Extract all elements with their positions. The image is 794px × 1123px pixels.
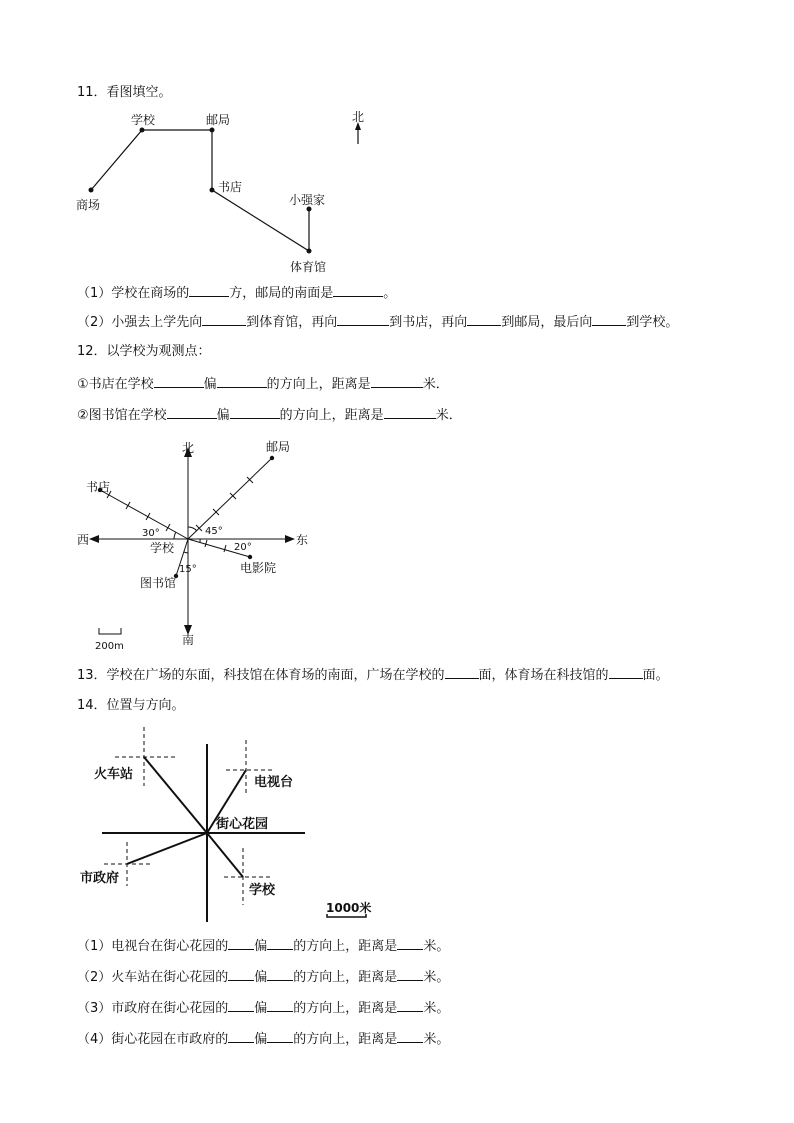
q11-post-label: 邮局 (206, 113, 231, 127)
answer-blank[interactable] (228, 1029, 254, 1043)
q14-title: 14．位置与方向。 (77, 698, 185, 713)
q14-garden-label: 街心花园 (216, 817, 269, 832)
answer-blank[interactable] (397, 1029, 423, 1043)
q14-item-1: （1）电视台在街心花园的 偏 的方向上，距离是 米。 (77, 936, 449, 956)
answer-blank[interactable] (267, 1029, 293, 1043)
q14-gov-label: 市政府 (80, 871, 120, 886)
q14-tv-label: 电视台 (254, 775, 294, 790)
answer-blank[interactable] (267, 936, 293, 950)
q11-bookstore-label: 书店 (218, 180, 243, 194)
q12-library-label: 图书馆 (140, 576, 177, 590)
q11-home-label: 小强家 (289, 193, 326, 207)
q12-line2: ②图书馆在学校 偏 的方向上，距离是 米． (77, 405, 462, 425)
q14-school-label: 学校 (249, 883, 276, 898)
q12-angle15-label: 15° (179, 564, 197, 575)
q11-title: 11．看图填空。 (77, 85, 172, 100)
q11-north-label: 北 (352, 110, 365, 124)
q14-item-2: （2）火车站在街心花园的 偏 的方向上，距离是 米。 (77, 967, 449, 987)
q11-gym-label: 体育馆 (290, 260, 327, 274)
q14-station-label: 火车站 (94, 767, 134, 782)
q12-cinema-label: 电影院 (240, 561, 277, 575)
q12-bookstore-label: 书店 (86, 480, 111, 494)
q12-school-label: 学校 (150, 541, 175, 555)
q12-angle30-label: 30° (142, 528, 160, 539)
answer-blank[interactable] (267, 998, 293, 1012)
answer-blank[interactable] (267, 967, 293, 981)
q11-sub1: （1）学校在商场的 方，邮局的南面是 。 (77, 283, 396, 303)
q14-line-gov (127, 833, 207, 864)
answer-blank[interactable] (397, 998, 423, 1012)
q12-scale-label: 200m (95, 641, 124, 652)
answer-blank[interactable] (228, 998, 254, 1012)
q11-sub2: （2）小强去上学先向 到体育馆，再向 到书店，再向 到邮局，最后向 到学校。 (77, 312, 678, 332)
q11-mall-label: 商场 (76, 198, 101, 212)
answer-blank[interactable] (397, 936, 423, 950)
q12-west-label: 西 (77, 533, 90, 547)
q12-angle20-label: 20° (234, 542, 252, 553)
q14-item-4: （4）街心花园在市政府的 偏 的方向上，距离是 米。 (77, 1029, 449, 1049)
q14-item-3: （3）市政府在街心花园的 偏 的方向上，距离是 米。 (77, 998, 449, 1018)
q12-east-label: 东 (296, 533, 309, 547)
q12-south-label: 南 (182, 633, 195, 647)
q13-line: 13．学校在广场的东面，科技馆在体育场的南面，广场在学校的 面，体育场在科技馆的 面。 (77, 665, 669, 685)
q12-angle45-label: 45° (205, 526, 223, 537)
q14-line-school (207, 833, 243, 877)
answer-blank[interactable] (397, 967, 423, 981)
q12-title: 12．以学校为观测点： (77, 344, 211, 359)
q14-line-station (144, 757, 207, 833)
q11-school-label: 学校 (131, 113, 156, 127)
answer-blank[interactable] (228, 936, 254, 950)
answer-blank[interactable] (228, 967, 254, 981)
q14-scale-label: 1000米 (326, 901, 372, 915)
q12-north-label: 北 (182, 441, 195, 455)
q12-post-label: 邮局 (266, 440, 291, 454)
q12-line1: ①书店在学校 偏 的方向上，距离是 米． (77, 374, 449, 394)
